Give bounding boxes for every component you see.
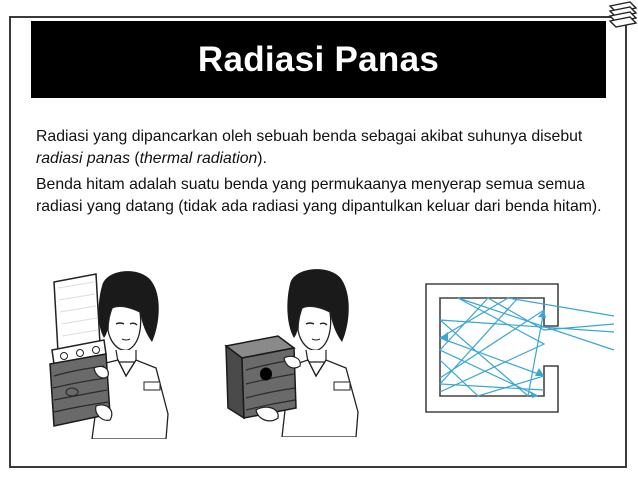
- slide-title: Radiasi Panas: [197, 39, 440, 79]
- title-bar: [31, 21, 606, 98]
- student-holding-closed-box-with-hole-illustration: [222, 262, 362, 437]
- paragraph-black-body: Benda hitam adalah suatu benda yang permukaanya menyerap semua semua radiasi yang datang (tidak ada radiasi yang dipantulkan keluar dari benda hitam).: [36, 176, 602, 215]
- p1-italic-thermal-radiation: thermal radiation: [139, 150, 258, 167]
- p1-text-3: ).: [257, 150, 267, 167]
- stacked-slides-icon: [604, 0, 638, 30]
- slide-body: [36, 126, 611, 222]
- p1-text-2: (: [129, 150, 140, 167]
- radiation-rays: [440, 298, 614, 396]
- black-body-cavity-diagram: [418, 280, 618, 420]
- paragraph-thermal-radiation: [36, 126, 611, 170]
- student-holding-open-box-illustration: [44, 264, 174, 439]
- p1-italic-radiasi-panas: radiasi panas: [36, 150, 130, 167]
- p1-text-1: Radiasi yang dipancarkan oleh sebuah benda sebagai akibat suhunya disebut: [36, 128, 583, 145]
